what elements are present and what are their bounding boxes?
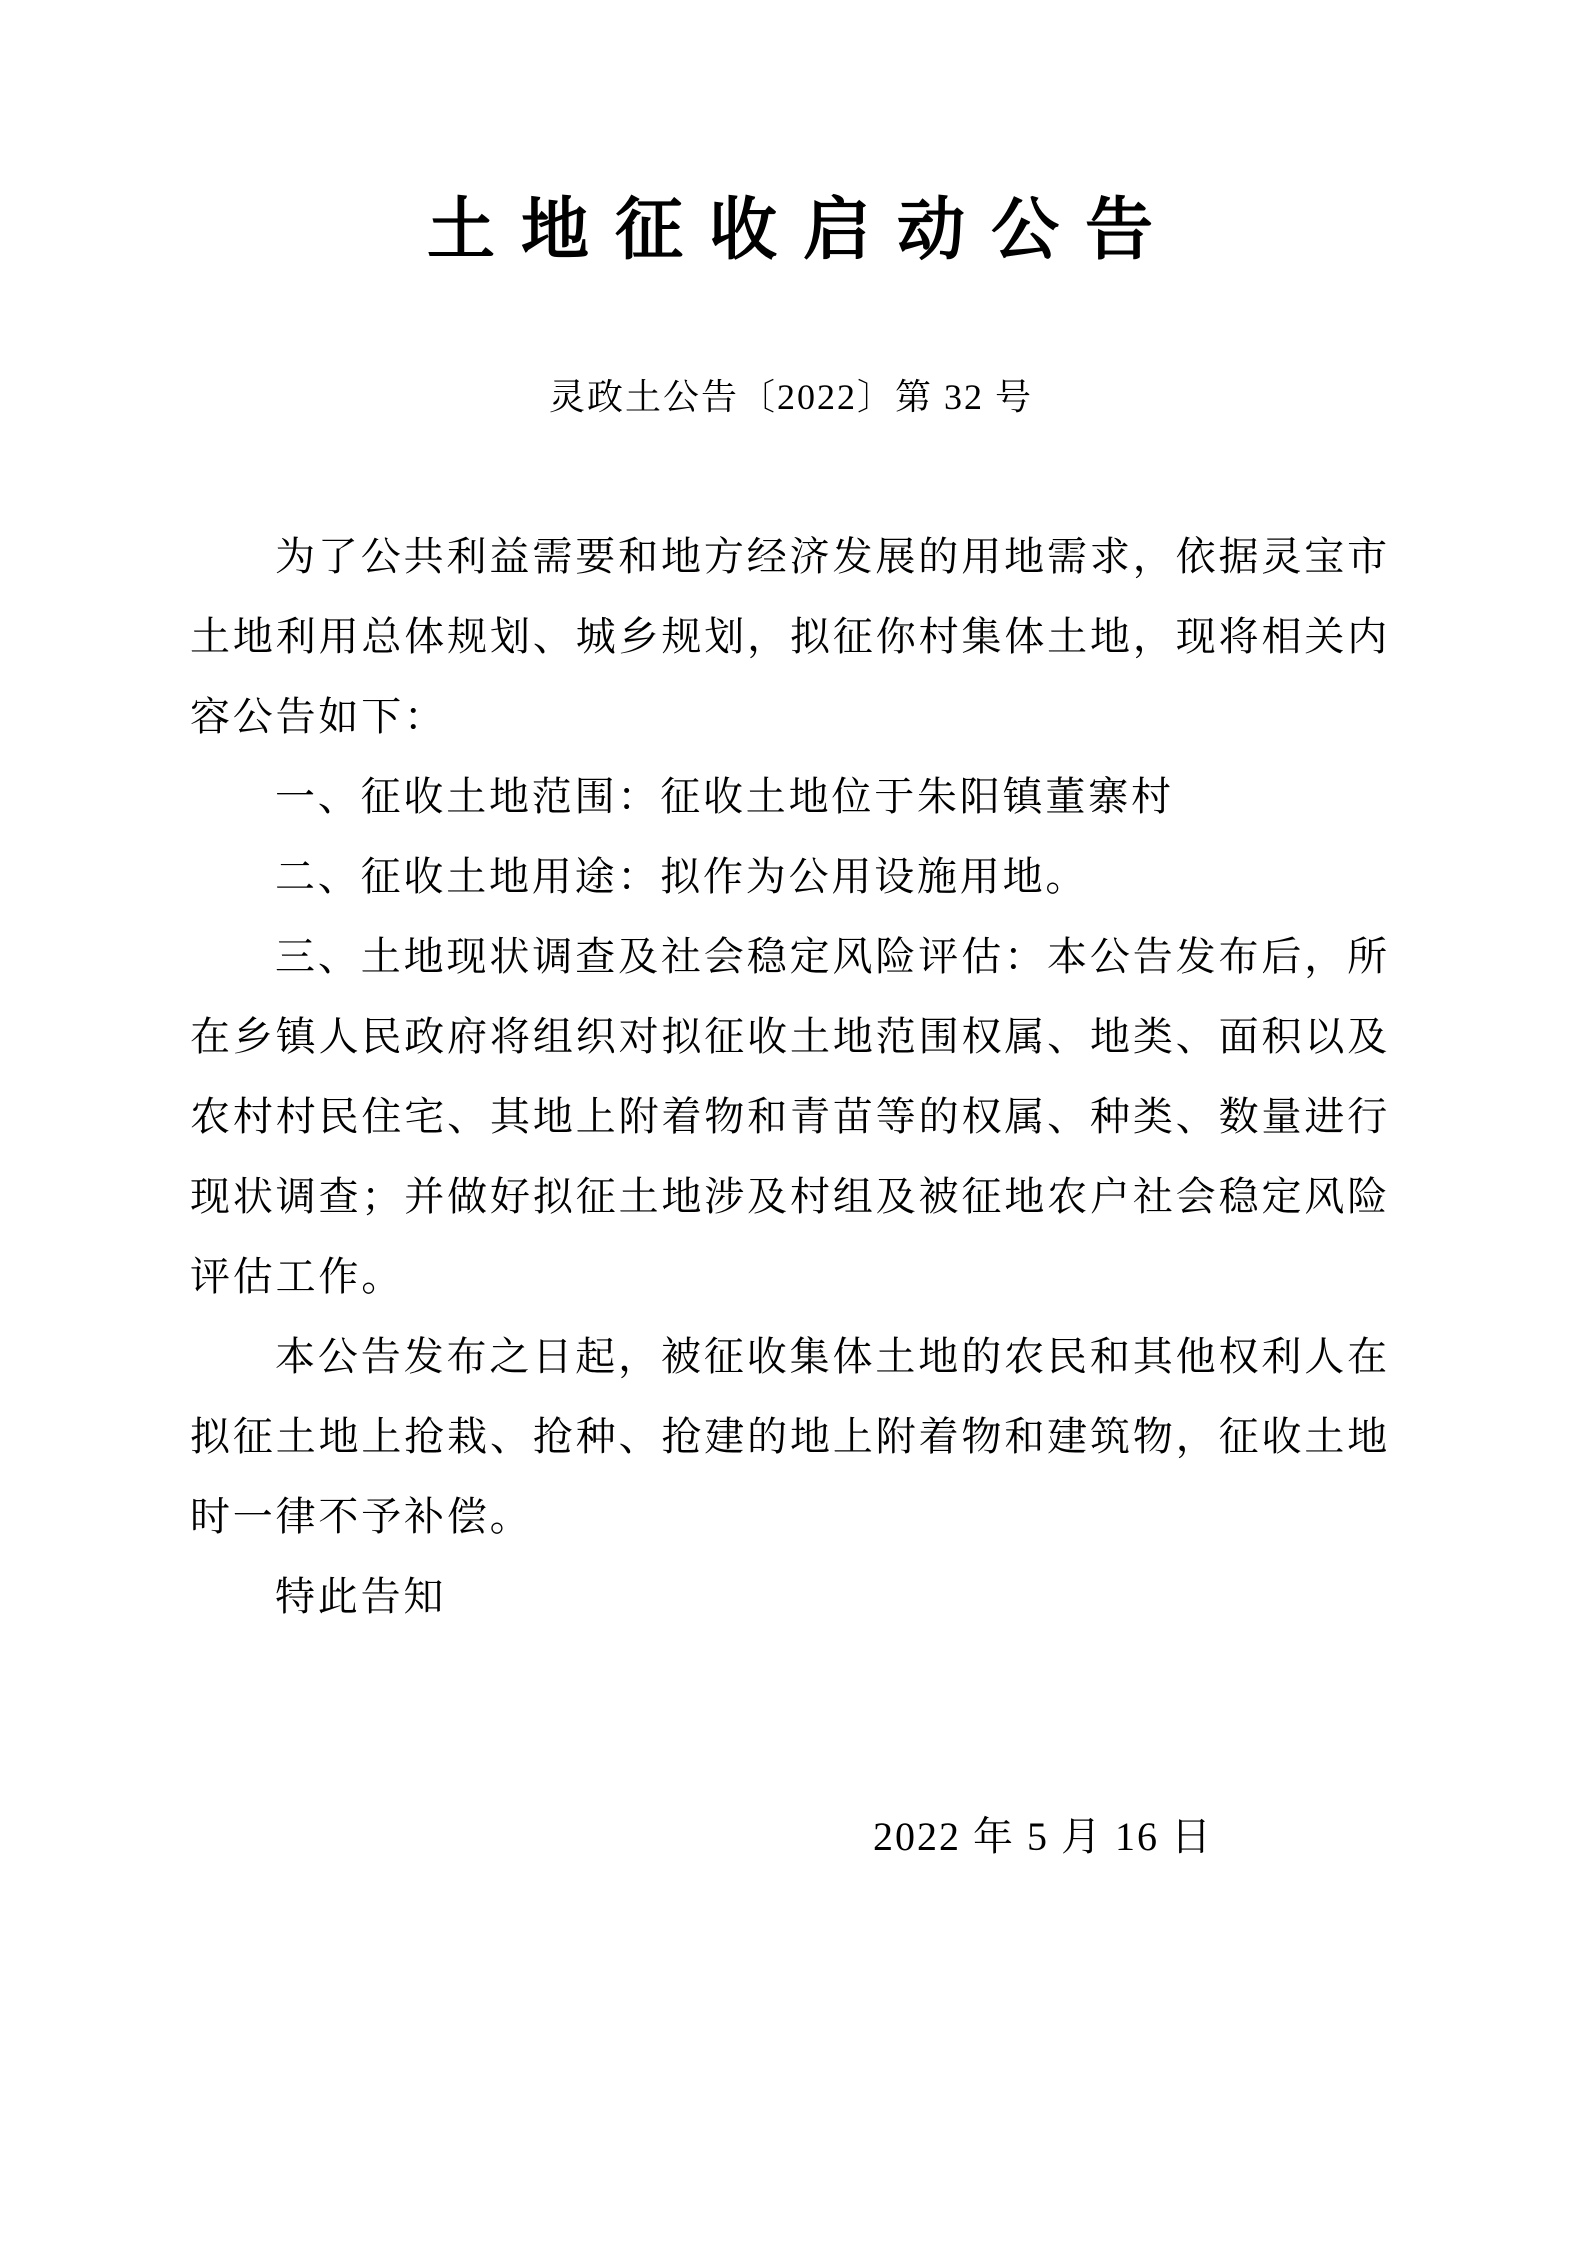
paragraph-closing: 特此告知 (275, 1573, 447, 1619)
paragraph-survey: 三、土地现状调查及社会稳定风险评估：本公告发布后，所在乡镇人民政府将组织对拟征收土地范围权属、地类、面积以及农村村民住宅、其地上附着物和青苗等的权属、种类、数量进行现状调查；并做好拟征土地涉及村组及被征地农户社会稳定风险评估工作。 (190, 933, 1390, 1299)
paragraph-warning: 本公告发布之日起，被征收集体土地的农民和其他权利人在拟征土地上抢栽、抢种、抢建的地上附着物和建筑物，征收土地时一律不予补偿。 (190, 1333, 1390, 1539)
notice-body (190, 517, 1390, 1637)
paragraph-purpose: 二、征收土地用途：拟作为公用设施用地。 (275, 853, 1089, 899)
notice-content (190, 0, 1390, 1877)
page-title: 土地征收启动公告 (426, 192, 1179, 268)
issue-date: 2022 年 5 月 16 日 (873, 1813, 1213, 1859)
document-number: 灵政土公告〔2022〕第 32 号 (548, 377, 1033, 417)
paragraph-intro: 为了公共利益需要和地方经济发展的用地需求，依据灵宝市土地利用总体规划、城乡规划，拟征你村集体土地，现将相关内容公告如下： (190, 533, 1390, 739)
paragraph-scope: 一、征收土地范围：征收土地位于朱阳镇董寨村 (275, 773, 1174, 819)
